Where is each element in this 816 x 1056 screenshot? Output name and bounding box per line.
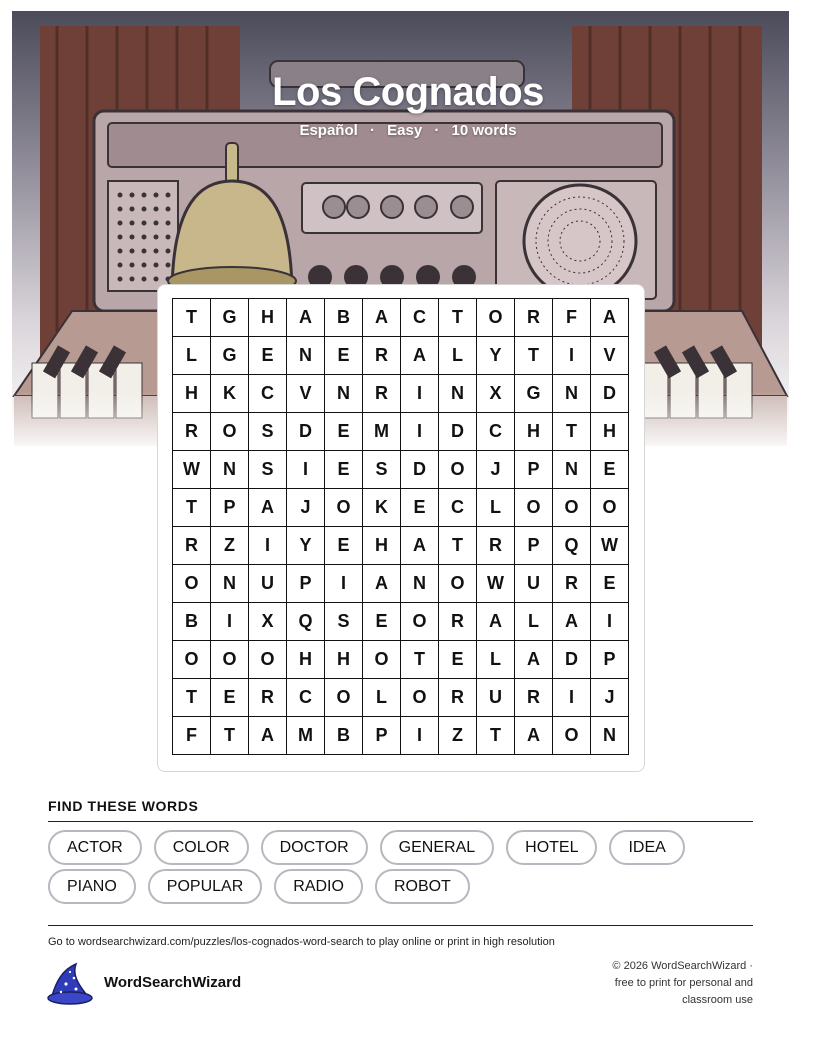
grid-cell[interactable]: R: [515, 299, 553, 337]
grid-cell[interactable]: R: [173, 413, 211, 451]
grid-cell[interactable]: W: [173, 451, 211, 489]
word-pill: DOCTOR: [261, 830, 368, 865]
grid-cell[interactable]: B: [325, 717, 363, 755]
grid-cell[interactable]: I: [553, 337, 591, 375]
grid-cell[interactable]: T: [553, 413, 591, 451]
word-count-label: 10 words: [451, 122, 517, 139]
grid-cell[interactable]: E: [325, 337, 363, 375]
grid-cell[interactable]: E: [211, 679, 249, 717]
grid-cell[interactable]: T: [439, 527, 477, 565]
grid-cell[interactable]: T: [173, 679, 211, 717]
grid-cell[interactable]: A: [477, 603, 515, 641]
grid-cell[interactable]: O: [325, 679, 363, 717]
grid-cell[interactable]: O: [401, 679, 439, 717]
grid-cell[interactable]: H: [287, 641, 325, 679]
grid-cell[interactable]: W: [591, 527, 629, 565]
grid-cell[interactable]: E: [439, 641, 477, 679]
grid-cell[interactable]: X: [477, 375, 515, 413]
grid-cell[interactable]: U: [477, 679, 515, 717]
grid-cell[interactable]: O: [211, 413, 249, 451]
grid-cell[interactable]: S: [363, 451, 401, 489]
grid-cell[interactable]: Z: [439, 717, 477, 755]
grid-cell[interactable]: C: [439, 489, 477, 527]
grid-cell[interactable]: E: [249, 337, 287, 375]
grid-cell[interactable]: D: [439, 413, 477, 451]
grid-cell[interactable]: M: [363, 413, 401, 451]
grid-cell[interactable]: P: [211, 489, 249, 527]
grid-cell[interactable]: R: [439, 603, 477, 641]
grid-cell[interactable]: T: [173, 489, 211, 527]
copyright-line: classroom use: [682, 994, 753, 1006]
grid-cell[interactable]: D: [553, 641, 591, 679]
grid-cell[interactable]: O: [401, 603, 439, 641]
grid-cell[interactable]: V: [287, 375, 325, 413]
grid-cell[interactable]: O: [553, 717, 591, 755]
grid-cell[interactable]: E: [325, 527, 363, 565]
word-pill: PIANO: [48, 869, 136, 904]
grid-cell[interactable]: A: [287, 299, 325, 337]
grid-cell[interactable]: L: [173, 337, 211, 375]
grid-cell[interactable]: M: [287, 717, 325, 755]
grid-cell[interactable]: N: [439, 375, 477, 413]
grid-cell[interactable]: I: [591, 603, 629, 641]
grid-cell[interactable]: H: [249, 299, 287, 337]
letter-grid[interactable]: [172, 298, 629, 755]
grid-cell[interactable]: G: [211, 337, 249, 375]
grid-cell[interactable]: R: [249, 679, 287, 717]
copyright-notice: [553, 958, 753, 1009]
grid-cell[interactable]: O: [173, 565, 211, 603]
separator: ·: [434, 122, 440, 139]
grid-cell[interactable]: Q: [287, 603, 325, 641]
divider: [48, 821, 753, 822]
grid-cell[interactable]: O: [591, 489, 629, 527]
grid-cell[interactable]: C: [249, 375, 287, 413]
grid-cell[interactable]: I: [325, 565, 363, 603]
grid-cell[interactable]: A: [401, 527, 439, 565]
grid-cell[interactable]: A: [249, 717, 287, 755]
grid-cell[interactable]: N: [287, 337, 325, 375]
words-heading: FIND THESE WORDS: [48, 798, 199, 814]
grid-cell[interactable]: I: [249, 527, 287, 565]
grid-cell[interactable]: O: [173, 641, 211, 679]
grid-cell[interactable]: J: [591, 679, 629, 717]
grid-cell[interactable]: K: [363, 489, 401, 527]
grid-cell[interactable]: O: [439, 451, 477, 489]
grid-cell[interactable]: L: [477, 641, 515, 679]
grid-cell[interactable]: I: [553, 679, 591, 717]
grid-cell[interactable]: R: [363, 375, 401, 413]
grid-cell[interactable]: E: [591, 565, 629, 603]
grid-cell[interactable]: E: [363, 603, 401, 641]
grid-cell[interactable]: P: [515, 451, 553, 489]
grid-cell[interactable]: N: [211, 565, 249, 603]
grid-cell[interactable]: T: [401, 641, 439, 679]
grid-cell[interactable]: F: [173, 717, 211, 755]
grid-cell[interactable]: I: [287, 451, 325, 489]
grid-cell[interactable]: F: [553, 299, 591, 337]
grid-cell[interactable]: N: [553, 375, 591, 413]
grid-cell[interactable]: J: [477, 451, 515, 489]
grid-cell[interactable]: D: [401, 451, 439, 489]
grid-cell[interactable]: S: [325, 603, 363, 641]
grid-cell[interactable]: I: [401, 375, 439, 413]
grid-cell[interactable]: S: [249, 451, 287, 489]
grid-cell[interactable]: S: [249, 413, 287, 451]
grid-cell[interactable]: O: [477, 299, 515, 337]
grid-cell[interactable]: X: [249, 603, 287, 641]
copyright-line: free to print for personal and: [614, 977, 753, 989]
grid-cell[interactable]: T: [439, 299, 477, 337]
grid-cell[interactable]: P: [515, 527, 553, 565]
grid-cell[interactable]: P: [591, 641, 629, 679]
grid-cell[interactable]: E: [325, 413, 363, 451]
grid-cell[interactable]: N: [211, 451, 249, 489]
grid-cell[interactable]: O: [515, 489, 553, 527]
grid-cell[interactable]: T: [515, 337, 553, 375]
grid-cell[interactable]: A: [553, 603, 591, 641]
grid-cell[interactable]: N: [553, 451, 591, 489]
grid-cell[interactable]: L: [515, 603, 553, 641]
grid-cell[interactable]: Y: [287, 527, 325, 565]
grid-cell[interactable]: E: [325, 451, 363, 489]
grid-cell[interactable]: W: [477, 565, 515, 603]
grid-cell[interactable]: I: [401, 413, 439, 451]
grid-cell[interactable]: L: [439, 337, 477, 375]
grid-cell[interactable]: A: [591, 299, 629, 337]
grid-cell[interactable]: A: [363, 299, 401, 337]
grid-cell[interactable]: D: [287, 413, 325, 451]
grid-cell[interactable]: K: [211, 375, 249, 413]
grid-cell[interactable]: R: [173, 527, 211, 565]
grid-cell[interactable]: L: [477, 489, 515, 527]
separator: ·: [369, 122, 375, 139]
word-pill: POPULAR: [148, 869, 262, 904]
grid-cell[interactable]: E: [401, 489, 439, 527]
word-pill: RADIO: [274, 869, 363, 904]
grid-cell[interactable]: Y: [477, 337, 515, 375]
language-label: Español: [299, 122, 358, 139]
grid-cell[interactable]: H: [173, 375, 211, 413]
grid-cell[interactable]: N: [325, 375, 363, 413]
grid-cell[interactable]: V: [591, 337, 629, 375]
grid-cell[interactable]: O: [325, 489, 363, 527]
difficulty-label: Easy: [387, 122, 423, 139]
grid-cell[interactable]: H: [325, 641, 363, 679]
grid-cell[interactable]: O: [553, 489, 591, 527]
grid-cell[interactable]: D: [591, 375, 629, 413]
grid-cell[interactable]: C: [287, 679, 325, 717]
grid-cell[interactable]: R: [439, 679, 477, 717]
grid-cell[interactable]: C: [477, 413, 515, 451]
grid-cell[interactable]: A: [249, 489, 287, 527]
copyright-line: © 2026 WordSearchWizard ·: [612, 960, 753, 972]
word-pill: COLOR: [154, 830, 249, 865]
grid-cell[interactable]: T: [173, 299, 211, 337]
grid-cell[interactable]: P: [363, 717, 401, 755]
grid-cell[interactable]: L: [363, 679, 401, 717]
grid-cell[interactable]: G: [515, 375, 553, 413]
grid-cell[interactable]: U: [515, 565, 553, 603]
grid-cell[interactable]: A: [515, 641, 553, 679]
grid-cell[interactable]: C: [401, 299, 439, 337]
grid-cell[interactable]: H: [591, 413, 629, 451]
grid-cell[interactable]: B: [325, 299, 363, 337]
grid-cell[interactable]: T: [477, 717, 515, 755]
grid-cell[interactable]: O: [249, 641, 287, 679]
grid-cell[interactable]: O: [211, 641, 249, 679]
grid-cell[interactable]: E: [591, 451, 629, 489]
grid-cell[interactable]: N: [401, 565, 439, 603]
word-pill: GENERAL: [380, 830, 494, 865]
divider: [48, 925, 753, 926]
grid-cell[interactable]: Z: [211, 527, 249, 565]
grid-cell[interactable]: H: [515, 413, 553, 451]
grid-cell[interactable]: A: [515, 717, 553, 755]
grid-cell[interactable]: O: [439, 565, 477, 603]
grid-cell[interactable]: O: [363, 641, 401, 679]
grid-cell[interactable]: T: [211, 717, 249, 755]
grid-cell[interactable]: H: [363, 527, 401, 565]
grid-cell[interactable]: G: [211, 299, 249, 337]
word-list: [48, 830, 768, 904]
word-pill: HOTEL: [506, 830, 597, 865]
grid-cell[interactable]: B: [173, 603, 211, 641]
grid-cell[interactable]: R: [363, 337, 401, 375]
grid-cell[interactable]: P: [287, 565, 325, 603]
footer-url-text: Go to wordsearchwizard.com/puzzles/los-cognados-word-search to play online or print in high resolution: [48, 936, 555, 948]
word-pill: ROBOT: [375, 869, 470, 904]
grid-cell[interactable]: I: [211, 603, 249, 641]
word-pill: ACTOR: [48, 830, 142, 865]
grid-cell[interactable]: R: [553, 565, 591, 603]
wizard-hat-icon: [46, 962, 94, 1006]
grid-cell[interactable]: A: [401, 337, 439, 375]
grid-cell[interactable]: U: [249, 565, 287, 603]
grid-cell[interactable]: R: [477, 527, 515, 565]
grid-cell[interactable]: N: [591, 717, 629, 755]
brand-name: WordSearchWizard: [104, 974, 242, 991]
grid-cell[interactable]: I: [401, 717, 439, 755]
grid-cell[interactable]: Q: [553, 527, 591, 565]
word-pill: IDEA: [609, 830, 684, 865]
grid-cell[interactable]: J: [287, 489, 325, 527]
grid-cell[interactable]: A: [363, 565, 401, 603]
puzzle-meta: [0, 122, 816, 139]
page-title: Los Cognados: [272, 70, 544, 114]
grid-cell[interactable]: R: [515, 679, 553, 717]
